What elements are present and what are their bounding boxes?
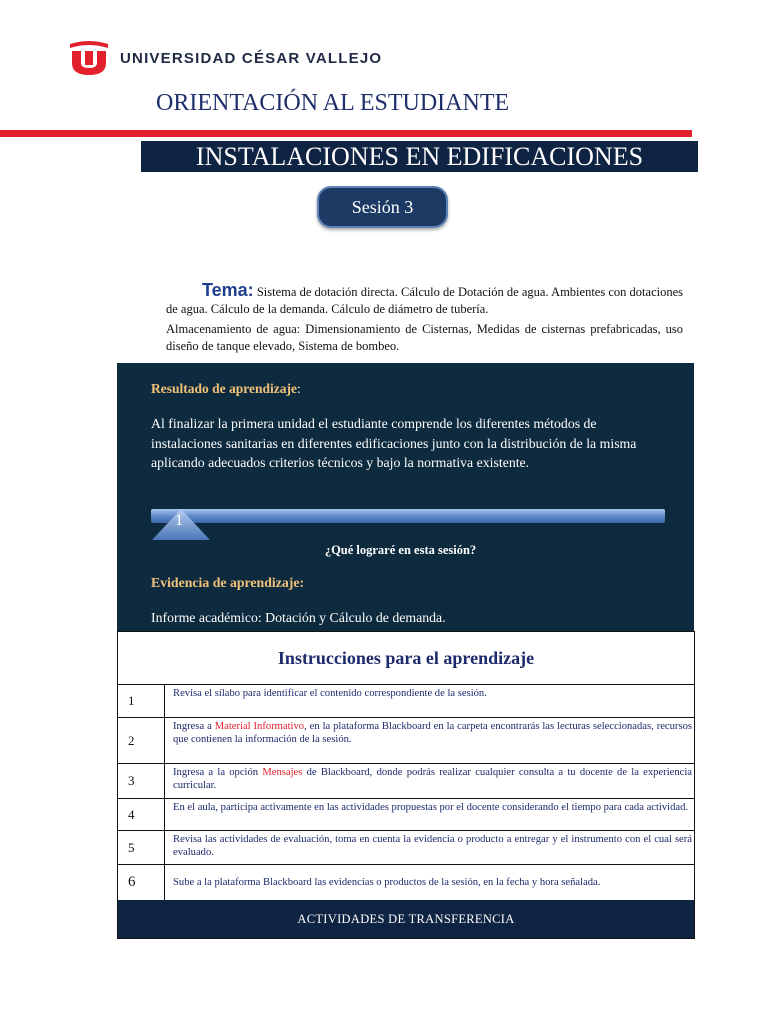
table-row [118,831,694,865]
table-row [118,799,694,831]
learning-result-text: Al finalizar la primera unidad el estudiante comprende los diferentes métodos de instalaciones sanitarias en diferentes edificaciones junto con la distribución de la misma aplicando adecuados criterios técnicos y bajo la normativa existente. [151,416,637,470]
row-text: En el aula, participa activamente en las actividades propuestas por el docente considerando el tiempo para cada actividad. [173,802,689,813]
topic-label: Tema: [202,280,254,300]
mensajes-link[interactable]: Mensajes [262,767,303,778]
row-number: 3 [118,764,165,798]
row-text [165,764,694,798]
row-number: 4 [118,799,165,830]
evidence-text: Informe académico: Dotación y Cálculo de demanda. [151,610,446,625]
row-text-end: de Blackboard, donde podrás realizar cualquier consulta a tu docente de la experiencia curricular. [173,767,692,791]
topic-text-storage: Almacenamiento de agua: Dimensionamiento de Cisternas, Medidas de cisternas prefabricadas, uso diseño de tanque elevado, Sistema de bombeo. [166,322,683,353]
course-title: INSTALACIONES EN EDIFICACIONES [141,141,698,172]
row-text: Revisa las actividades de evaluación, toma en cuenta la evidencia o producto a entregar y el instrumento con el cual será evaluado. [173,834,692,858]
row-text: Sube a la plataforma Blackboard las evidencias o productos de la sesión, en la fecha y hora señalada. [173,877,601,888]
material-informativo-link[interactable]: Material Informativo [214,721,305,732]
session-question: ¿Qué lograré en esta sesión? [324,543,477,557]
learning-result-title [151,381,301,397]
university-logo-icon [68,40,110,76]
learning-result-colon: : [297,381,301,396]
topic-block [166,282,683,354]
table-row [118,685,694,718]
learning-result-title-text: Resultado de aprendizaje [151,381,298,396]
row-text-start: Ingresa a [173,721,215,732]
row-number: 5 [118,831,165,864]
evidence-title: Evidencia de aprendizaje: [151,575,305,590]
orientation-title: ORIENTACIÓN AL ESTUDIANTE [156,90,510,116]
university-name: UNIVERSIDAD CÉSAR VALLEJO [120,50,383,67]
instructions-title: Instrucciones para el aprendizaje [118,632,694,685]
row-text: Revisa el sílabo para identificar el contenido correspondiente de la sesión. [173,688,487,699]
unit-number: 1 [175,512,183,529]
row-text-start: Ingresa a la opción [173,767,263,778]
instructions-table [117,631,695,939]
row-number: 6 [118,865,165,900]
table-row [118,865,694,900]
row-text [165,718,694,763]
row-number: 1 [118,685,165,717]
header-divider [0,130,692,137]
table-row [118,764,694,799]
table-row [118,718,694,764]
row-number: 2 [118,718,165,763]
transfer-activities-header: ACTIVIDADES DE TRANSFERENCIA [118,900,694,938]
row-text-end: , en la plataforma Blackboard en la carpeta encontrarás las lecturas seleccionadas, recursos que contienen la información de la sesión. [173,721,692,745]
unit-progress-bar [151,509,665,523]
session-badge: Sesión 3 [317,186,448,228]
topic-text: Sistema de dotación directa. Cálculo de Dotación de agua. Ambientes con dotaciones de agua. Cálculo de la demanda. Cálculo de diámetro de tubería. [166,285,683,316]
